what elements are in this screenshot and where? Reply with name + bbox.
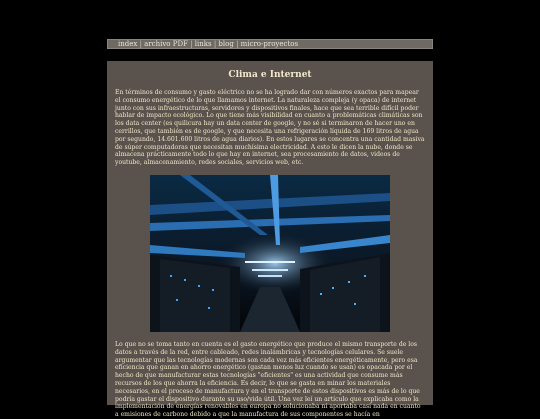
nav-separator: | xyxy=(236,40,239,48)
article-paragraph-2: Lo que no se toma tanto en cuenta es el gasto energético que produce el mismo transporte de los datos a través de la red, entre cableado, redes inalámbricas y tecnologías celulares. Se suele argumentar que las tecnologías modernas son cada vez más eficientes energéticamente, pero esa eficiencia que ganan en ahorro energético (gastan menos luz cuando se usan) es opacada por el hecho de que manufacturar estas tecnologías "eficientes" es una actividad que consume más recursos de los que ahorra la eficiencia. Es decir, lo que se gasta en minar los materiales necesarios, en el proceso de manufactura y en el transporte de estos dispositivos es más de lo que podría gastar el dispositivo durante su uso/vida útil. Una vez leí un artículo que explicaba como la implementación de energías renovables en europa no solucionaba ni aportaba casi nada en cuanto a emisiones de carbono debido a que la manufactura de sus componentes se hacía en xyxy=(115,340,421,419)
nav-link-blog[interactable]: blog xyxy=(218,40,234,48)
datacenter-photo xyxy=(150,175,390,332)
top-navigation-bar xyxy=(107,39,433,49)
nav-separator: | xyxy=(213,40,217,48)
nav-link-archivo-pdf[interactable]: archivo PDF xyxy=(144,40,188,48)
article-title: Clima e Internet xyxy=(228,70,312,80)
nav-link-links[interactable]: links xyxy=(194,40,212,48)
nav-separator: | xyxy=(190,40,193,48)
article-panel xyxy=(107,61,433,419)
nav-separator: | xyxy=(139,40,142,48)
nav-link-micro-proyectos[interactable]: micro-proyectos xyxy=(240,40,299,48)
article-paragraph-1: En términos de consumo y gasto eléctrico no se ha logrado dar con números exactos para mapear el consumo energético de lo que llamamos internet. La naturaleza compleja (y opaca) de internet junto con sus infraestructuras, servidores y dispositivos finales, hace que sea terrible difícil poder hablar de impacto ecológico. Lo que tiene más visibilidad en cuanto a problemáticas climáticas son los data center (es quilicura hay un data center de google, y no sé si terminaron de hacer uno en cerrillos, que también es de google, y que necesita una refrigeración líquida de 169 litros de agua por segundo, 14.601.600 litros de agua diarios). En estos lugares se concentra una cantidad masiva de súper computadoras que necesitan muchísima electricidad. A esto le dicen la nube, donde se almacena prácticamente todo lo que hay en internet, sea procesamiento de datos, videos de youtube, almacenamiento, redes sociales, servicios web, etc. xyxy=(115,89,425,167)
nav-link-index[interactable]: index xyxy=(118,40,138,48)
